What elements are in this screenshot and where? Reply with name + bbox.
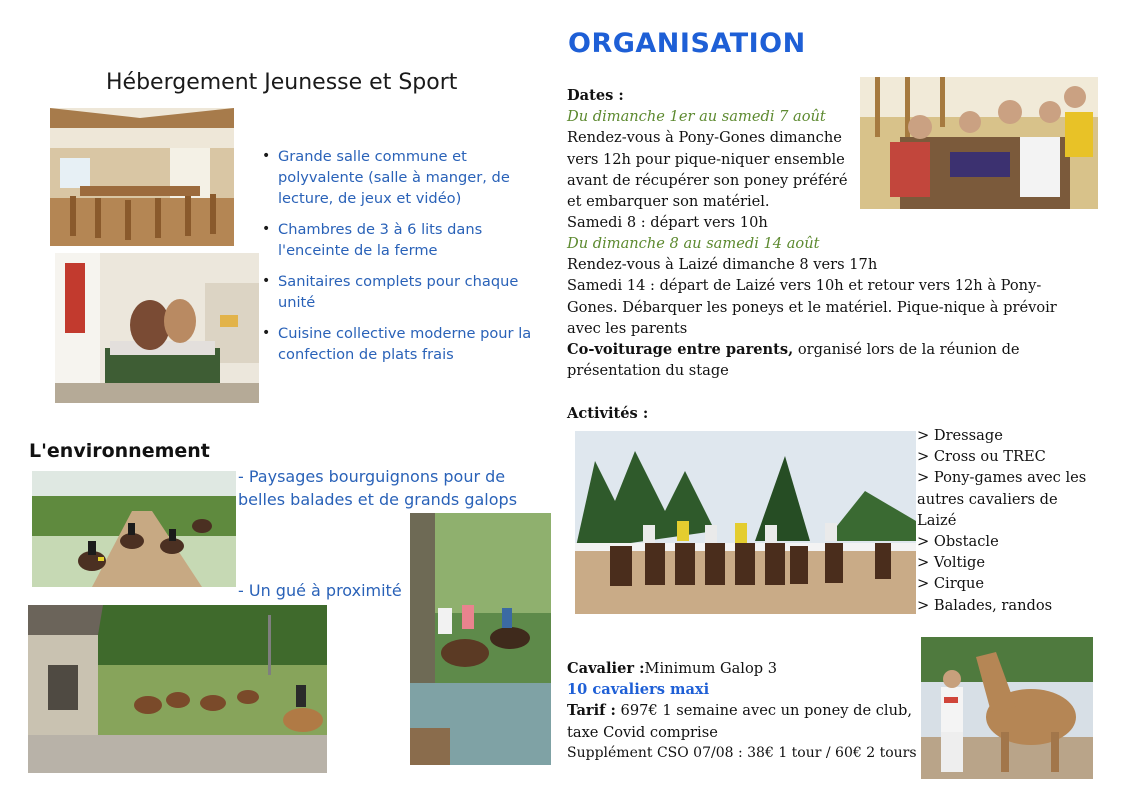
organisation-title: ORGANISATION [568,28,806,59]
environnement-title: L'environnement [29,440,210,462]
list-item: > Cirque [917,575,985,593]
cavalier-label: Cavalier : [567,660,645,677]
list-item: Laizé [917,511,957,529]
environnement-line-1a: - Paysages bourguignons pour de [238,467,506,486]
activites-label: Activités : [567,405,649,422]
girl-with-horse-photo [921,637,1093,779]
environnement-line-1b: belles balades et de grands galops [238,490,518,509]
list-item: • Grande salle commune et polyvalente (salle à manger, de lecture, de jeux et vidéo) [262,146,548,209]
arena-riders-photo [575,431,916,614]
list-item: > Cross ou TREC [917,448,1046,466]
period-1-line: et embarquer son matériel. [567,193,770,211]
maxi-line: 10 cavaliers maxi [567,681,710,699]
barn-group-photo [28,605,327,773]
period-1-line: vers 12h pour pique-niquer ensemble [567,150,845,168]
covoiturage-bold: Co-voiturage entre parents, [567,341,794,359]
supplement-line: Supplément CSO 07/08 : 38€ 1 tour / 60€ 2 tours [567,744,917,761]
tarif-value: 697€ 1 semaine avec un poney de club, [615,702,912,720]
cavalier-line [567,658,927,679]
tarif-line-2: taxe Covid comprise [567,723,718,741]
period-1-line: Samedi 8 : départ vers 10h [567,214,768,232]
list-item: > Dressage [917,427,1003,444]
period-2-line: Gones. Débarquer les poneys et le matériel. Pique-nique à prévoir [567,298,1057,316]
tarif-line [567,700,927,721]
period-2-line: avec les parents [567,319,688,337]
covoiturage-rest: organisé lors de la réunion de [793,341,1020,359]
covoiturage-line-2: présentation du stage [567,362,729,380]
hebergement-list [262,146,548,375]
vineyard-ride-photo [32,471,236,587]
list-item: autres cavaliers de [917,490,1058,508]
activites-list [917,425,1107,616]
ford-riders-photo [410,513,551,765]
list-item: > Pony-games avec les [917,469,1087,487]
period-2: Du dimanche 8 au samedi 14 août [567,235,820,252]
cavalier-value: Minimum Galop 3 [644,660,778,677]
tarif-label: Tarif : [567,702,616,720]
bedroom-photo [55,253,259,403]
list-item: > Balades, randos [917,596,1053,614]
list-item: • Cuisine collective moderne pour la confection de plats frais [262,323,548,365]
period-1: Du dimanche 1er au samedi 7 août [567,108,826,126]
period-1-line: Rendez-vous à Pony-Gones dimanche [567,129,842,147]
list-item: > Obstacle [917,533,999,551]
hebergement-title: Hébergement Jeunesse et Sport [106,70,458,95]
period-2-line: Samedi 14 : départ de Laizé vers 10h et retour vers 12h à Pony- [567,277,1042,295]
board-game-photo [860,77,1098,209]
period-1-line: avant de récupérer son poney préféré [567,171,848,189]
environnement-line-2: - Un gué à proximité [238,581,402,600]
list-item: • Chambres de 3 à 6 lits dans l'enceinte de la ferme [262,219,548,261]
list-item: • Sanitaires complets pour chaque unité [262,271,548,313]
covoiturage-line [567,339,1097,360]
period-2-line: Rendez-vous à Laizé dimanche 8 vers 17h [567,256,878,274]
list-item: > Voltige [917,554,986,572]
dates-label: Dates : [567,87,624,104]
dining-hall-photo [50,108,234,246]
